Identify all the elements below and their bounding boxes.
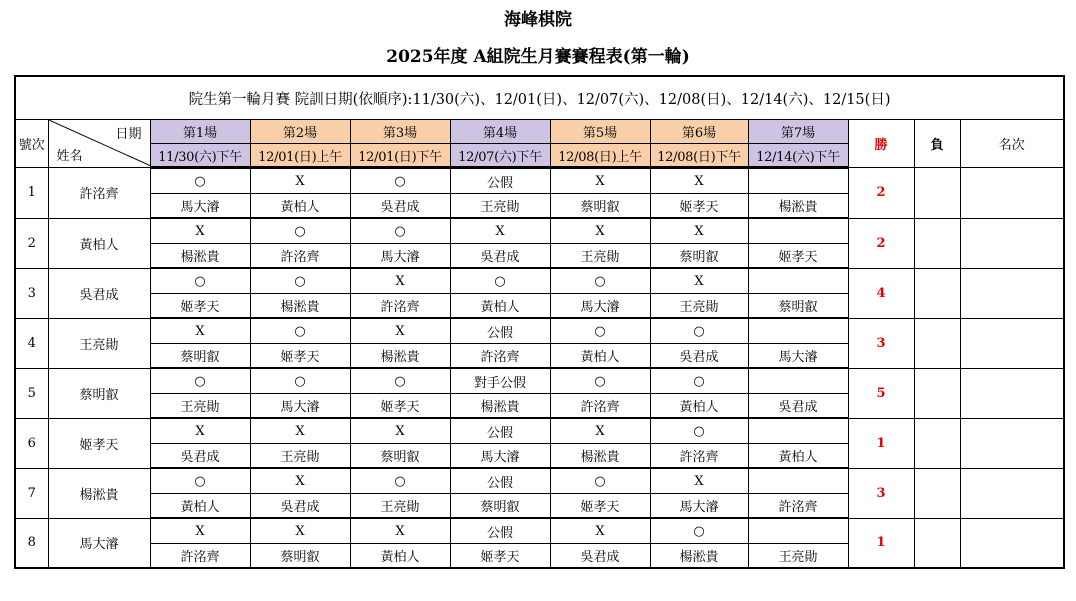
player-name: 楊淞貴: [48, 468, 150, 518]
match-result: 公假: [450, 318, 550, 344]
match-result: X: [150, 218, 250, 244]
opponent-name: 楊淞貴: [250, 294, 350, 319]
round-label-4: 第4場: [450, 120, 550, 144]
match-result: [748, 468, 848, 494]
loss-count: [914, 268, 960, 318]
opponent-name: 楊淞貴: [350, 344, 450, 369]
opponent-name: 吳君成: [450, 244, 550, 269]
opponent-name: 蔡明叡: [650, 244, 748, 269]
match-result: X: [250, 418, 350, 444]
date-header-label: 日期: [115, 127, 142, 142]
loss-count: [914, 418, 960, 468]
match-result: ○: [650, 418, 748, 444]
opponent-name: 許洺齊: [748, 494, 848, 519]
player-name: 黃柏人: [48, 218, 150, 268]
match-result: 公假: [450, 518, 550, 544]
match-result: 對手公假: [450, 368, 550, 394]
match-result: X: [250, 468, 350, 494]
opponent-name: 馬大濬: [748, 344, 848, 369]
match-result: X: [350, 318, 450, 344]
opponent-name: 許洺齊: [250, 244, 350, 269]
opponent-name: 許洺齊: [350, 294, 450, 319]
player-row: [15, 368, 1064, 394]
opponent-name: 蔡明叡: [748, 294, 848, 319]
match-result: ○: [550, 268, 650, 294]
opponent-name: 蔡明叡: [450, 494, 550, 519]
date-name-corner-header: [48, 120, 150, 168]
match-result: ○: [550, 468, 650, 494]
opponent-name: 姬孝天: [450, 544, 550, 569]
player-row: [15, 518, 1064, 544]
opponent-name: 黃柏人: [150, 494, 250, 519]
opponent-name: 馬大濬: [250, 394, 350, 419]
player-name: 蔡明叡: [48, 368, 150, 418]
round-label-7: 第7場: [748, 120, 848, 144]
win-count: 2: [848, 218, 914, 268]
rank-cell: [960, 518, 1064, 568]
opponent-name: 許洺齊: [150, 544, 250, 569]
round-date-6: 12/08(日)下午: [650, 144, 748, 168]
document-title: 2025年度 A組院生月賽賽程表(第一輪): [386, 47, 690, 67]
opponent-name: 許洺齊: [650, 444, 748, 469]
opponent-name: 王亮勛: [550, 244, 650, 269]
wins-header: 勝: [848, 120, 914, 168]
round-date-2: 12/01(日)上午: [250, 144, 350, 168]
win-count: 5: [848, 368, 914, 418]
match-result: ○: [150, 468, 250, 494]
match-result: [748, 518, 848, 544]
opponent-name: 姬孝天: [350, 394, 450, 419]
match-result: X: [150, 318, 250, 344]
opponent-name: 姬孝天: [748, 244, 848, 269]
match-result: ○: [450, 268, 550, 294]
opponent-name: 王亮勛: [350, 494, 450, 519]
opponent-name: 黃柏人: [350, 544, 450, 569]
match-result: X: [350, 518, 450, 544]
opponent-name: 楊淞貴: [748, 194, 848, 219]
match-result: ○: [350, 168, 450, 194]
loss-count: [914, 168, 960, 219]
opponent-name: 姬孝天: [650, 194, 748, 219]
round-label-2: 第2場: [250, 120, 350, 144]
player-number: 6: [15, 418, 48, 468]
round-date-5: 12/08(日)上午: [550, 144, 650, 168]
match-result: ○: [350, 468, 450, 494]
match-result: X: [250, 168, 350, 194]
rank-cell: [960, 468, 1064, 518]
loss-count: [914, 468, 960, 518]
round-label-1: 第1場: [150, 120, 250, 144]
opponent-name: 馬大濬: [450, 444, 550, 469]
opponent-name: 蔡明叡: [250, 544, 350, 569]
match-result: [748, 368, 848, 394]
match-result: [748, 168, 848, 194]
match-result: 公假: [450, 468, 550, 494]
match-result: [748, 218, 848, 244]
loss-count: [914, 518, 960, 568]
opponent-name: 蔡明叡: [350, 444, 450, 469]
player-name: 吳君成: [48, 268, 150, 318]
player-number: 8: [15, 518, 48, 568]
player-row: [15, 468, 1064, 494]
player-number: 4: [15, 318, 48, 368]
opponent-name: 王亮勛: [250, 444, 350, 469]
match-result: X: [550, 518, 650, 544]
round-date-7: 12/14(六)下午: [748, 144, 848, 168]
losses-header: 負: [914, 120, 960, 168]
opponent-name: 吳君成: [150, 444, 250, 469]
rank-header: 名次: [960, 120, 1064, 168]
player-row: [15, 168, 1064, 194]
win-count: 2: [848, 168, 914, 219]
match-result: X: [550, 218, 650, 244]
opponent-name: 蔡明叡: [150, 344, 250, 369]
rank-cell: [960, 268, 1064, 318]
round-date-4: 12/07(六)下午: [450, 144, 550, 168]
opponent-name: 楊淞貴: [150, 244, 250, 269]
match-result: X: [650, 218, 748, 244]
player-number: 2: [15, 218, 48, 268]
match-result: X: [550, 418, 650, 444]
win-count: 3: [848, 318, 914, 368]
opponent-name: 許洺齊: [550, 394, 650, 419]
match-result: ○: [250, 368, 350, 394]
player-row: [15, 418, 1064, 444]
match-result: X: [650, 468, 748, 494]
opponent-name: 馬大濬: [550, 294, 650, 319]
player-name: 許洺齊: [48, 168, 150, 219]
match-result: ○: [350, 368, 450, 394]
match-result: [748, 418, 848, 444]
player-name: 王亮勛: [48, 318, 150, 368]
match-result: ○: [550, 318, 650, 344]
player-name: 馬大濬: [48, 518, 150, 568]
match-result: ○: [350, 218, 450, 244]
match-result: ○: [650, 318, 748, 344]
player-number: 1: [15, 168, 48, 219]
opponent-name: 黃柏人: [748, 444, 848, 469]
player-number: 7: [15, 468, 48, 518]
player-row: [15, 318, 1064, 344]
rank-cell: [960, 218, 1064, 268]
win-count: 3: [848, 468, 914, 518]
match-result: X: [250, 518, 350, 544]
rank-cell: [960, 368, 1064, 418]
match-result: X: [450, 218, 550, 244]
match-result: ○: [150, 168, 250, 194]
opponent-name: 姬孝天: [150, 294, 250, 319]
round-label-5: 第5場: [550, 120, 650, 144]
rank-cell: [960, 418, 1064, 468]
schedule-info-line: 院生第一輪月賽 院訓日期(依順序):11/30(六)、12/01(日)、12/07(六)、12/08(日)、12/14(六)、12/15(日): [15, 76, 1064, 120]
opponent-name: 黃柏人: [550, 344, 650, 369]
match-result: [748, 268, 848, 294]
match-result: X: [650, 168, 748, 194]
opponent-name: 許洺齊: [450, 344, 550, 369]
opponent-name: 楊淞貴: [450, 394, 550, 419]
opponent-name: 吳君成: [550, 544, 650, 569]
opponent-name: 吳君成: [350, 194, 450, 219]
opponent-name: 姬孝天: [250, 344, 350, 369]
org-name: 海峰棋院: [504, 10, 572, 30]
opponent-name: 黃柏人: [450, 294, 550, 319]
loss-count: [914, 218, 960, 268]
round-date-1: 11/30(六)下午: [150, 144, 250, 168]
player-number: 5: [15, 368, 48, 418]
opponent-name: 馬大濬: [650, 494, 748, 519]
match-result: 公假: [450, 418, 550, 444]
match-result: ○: [650, 368, 748, 394]
match-result: ○: [150, 268, 250, 294]
player-row: [15, 218, 1064, 244]
opponent-name: 王亮勛: [748, 544, 848, 569]
opponent-name: 黃柏人: [650, 394, 748, 419]
match-result: 公假: [450, 168, 550, 194]
match-result: ○: [150, 368, 250, 394]
name-header-label: 姓名: [56, 149, 83, 164]
opponent-name: 吳君成: [650, 344, 748, 369]
loss-count: [914, 318, 960, 368]
schedule-table: [14, 75, 1065, 569]
match-result: X: [350, 268, 450, 294]
match-result: ○: [650, 518, 748, 544]
opponent-name: 姬孝天: [550, 494, 650, 519]
match-result: [748, 318, 848, 344]
opponent-name: 蔡明叡: [550, 194, 650, 219]
match-result: ○: [250, 218, 350, 244]
round-label-6: 第6場: [650, 120, 748, 144]
rank-cell: [960, 168, 1064, 219]
loss-count: [914, 368, 960, 418]
opponent-name: 吳君成: [250, 494, 350, 519]
match-result: ○: [250, 318, 350, 344]
player-row: [15, 268, 1064, 294]
opponent-name: 王亮勛: [150, 394, 250, 419]
win-count: 4: [848, 268, 914, 318]
match-result: X: [150, 418, 250, 444]
opponent-name: 馬大濬: [150, 194, 250, 219]
match-result: ○: [550, 368, 650, 394]
opponent-name: 黃柏人: [250, 194, 350, 219]
opponent-name: 吳君成: [748, 394, 848, 419]
match-result: X: [550, 168, 650, 194]
match-result: X: [650, 268, 748, 294]
opponent-name: 王亮勛: [450, 194, 550, 219]
rank-cell: [960, 318, 1064, 368]
opponent-name: 馬大濬: [350, 244, 450, 269]
match-result: X: [350, 418, 450, 444]
match-result: X: [150, 518, 250, 544]
round-label-3: 第3場: [350, 120, 450, 144]
win-count: 1: [848, 518, 914, 568]
player-name: 姬孝天: [48, 418, 150, 468]
seq-header: 號次: [15, 120, 48, 168]
opponent-name: 楊淞貴: [650, 544, 748, 569]
win-count: 1: [848, 418, 914, 468]
opponent-name: 楊淞貴: [550, 444, 650, 469]
round-date-3: 12/01(日)下午: [350, 144, 450, 168]
player-number: 3: [15, 268, 48, 318]
match-result: ○: [250, 268, 350, 294]
opponent-name: 王亮勛: [650, 294, 748, 319]
